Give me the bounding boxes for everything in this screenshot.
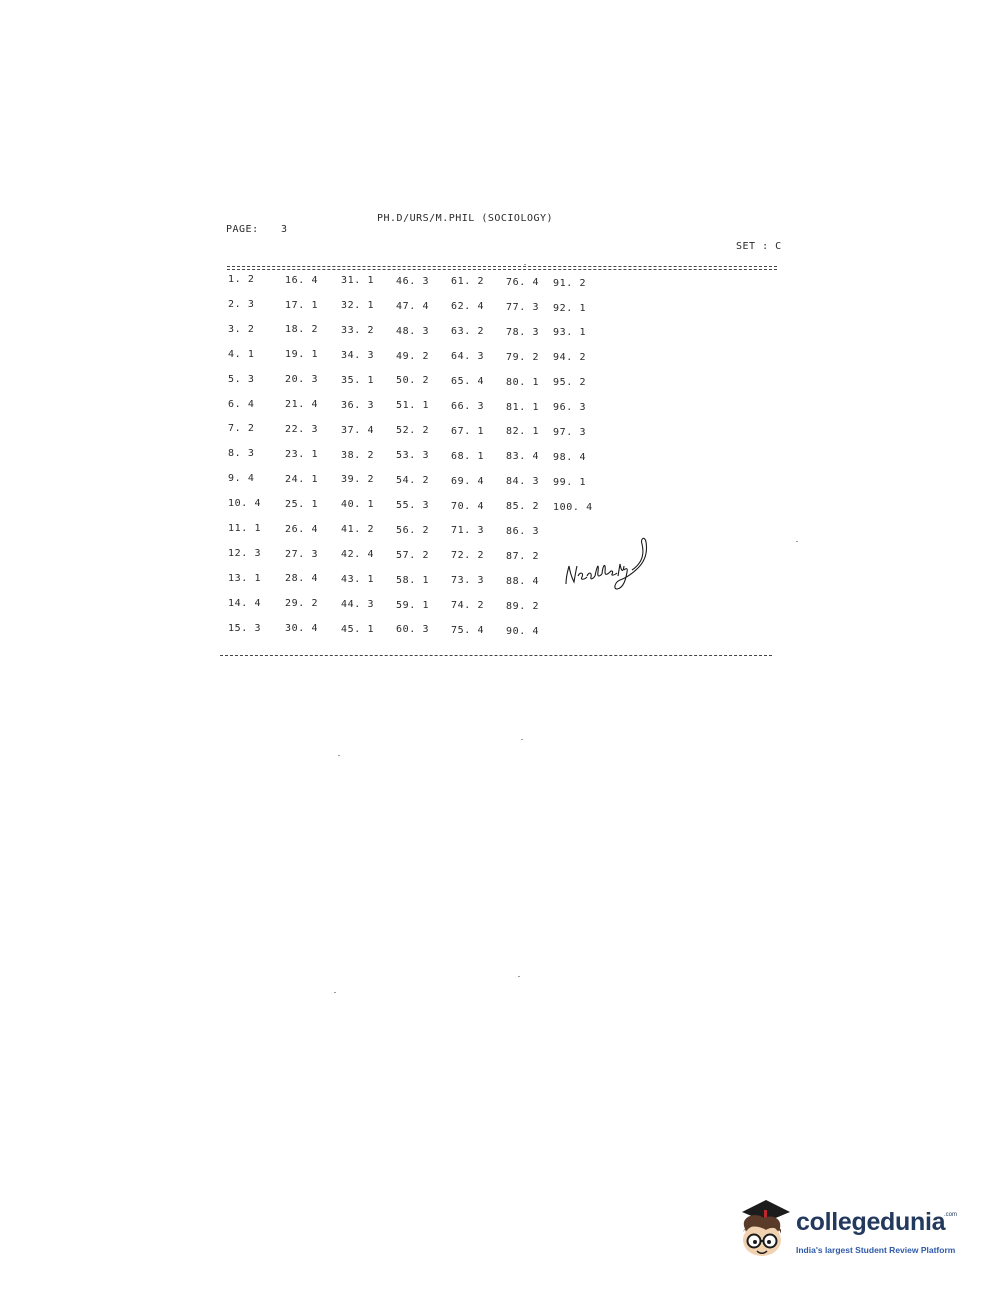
answer-entry: 2. 3 — [228, 298, 255, 310]
answer-entry: 93. 1 — [553, 327, 587, 339]
collegedunia-logo — [734, 1196, 964, 1268]
answer-entry: 33. 2 — [341, 325, 375, 336]
answer-entry: 32. 1 — [341, 300, 375, 312]
answer-entry: 57. 2 — [396, 549, 430, 561]
answer-entry: 99. 1 — [553, 476, 587, 488]
answer-entry: 40. 1 — [341, 499, 375, 511]
answer-entry: 53. 3 — [396, 450, 430, 462]
answer-entry: 83. 4 — [506, 451, 540, 463]
answer-entry: 23. 1 — [285, 448, 319, 460]
scan-speck — [334, 992, 336, 993]
answer-entry: 49. 2 — [396, 350, 430, 362]
answer-entry: 58. 1 — [396, 574, 430, 586]
answer-entry: 15. 3 — [228, 622, 262, 634]
answer-entry: 70. 4 — [451, 500, 485, 512]
answer-entry: 52. 2 — [396, 425, 430, 437]
answer-entry: 91. 2 — [553, 277, 587, 289]
answer-entry: 46. 3 — [396, 275, 430, 287]
answer-entry: 80. 1 — [506, 376, 540, 388]
answer-entry: 45. 1 — [341, 623, 375, 635]
answer-entry: 65. 4 — [451, 376, 485, 387]
scan-speck — [796, 541, 798, 542]
document-title: PH.D/URS/M.PHIL (SOCIOLOGY) — [377, 213, 554, 224]
answer-entry: 28. 4 — [285, 573, 319, 585]
scan-speck — [338, 755, 340, 756]
answer-entry: 100. 4 — [553, 501, 593, 513]
answer-entry: 87. 2 — [506, 550, 540, 562]
answer-entry: 59. 1 — [396, 599, 430, 611]
answer-entry: 96. 3 — [553, 402, 587, 414]
answer-entry: 31. 1 — [341, 275, 375, 287]
answer-entry: 17. 1 — [285, 299, 319, 311]
answer-entry: 56. 2 — [396, 524, 430, 536]
scan-speck — [521, 739, 523, 740]
answer-entry: 97. 3 — [553, 427, 587, 438]
answer-entry: 76. 4 — [506, 277, 540, 288]
answer-entry: 98. 4 — [553, 451, 587, 463]
answer-entry: 86. 3 — [506, 526, 540, 537]
answer-entry: 62. 4 — [451, 301, 485, 313]
answer-entry: 48. 3 — [396, 325, 430, 337]
answer-entry: 19. 1 — [285, 349, 319, 361]
answer-entry: 10. 4 — [228, 498, 262, 510]
answer-entry: 4. 1 — [228, 348, 255, 360]
scan-speck — [524, 264, 526, 265]
answer-entry: 20. 3 — [285, 374, 319, 386]
answer-entry: 3. 2 — [228, 323, 255, 335]
answer-entry: 75. 4 — [451, 625, 485, 636]
answer-entry: 94. 2 — [553, 352, 587, 364]
answer-entry: 66. 3 — [451, 400, 485, 412]
brand-tagline: India's largest Student Review Platform — [796, 1245, 956, 1255]
answer-entry: 7. 2 — [228, 423, 255, 435]
answer-entry: 14. 4 — [228, 597, 262, 609]
answer-entry: 50. 2 — [396, 375, 430, 387]
answer-entry: 30. 4 — [285, 623, 319, 635]
answer-entry: 25. 1 — [285, 498, 319, 510]
page-label: PAGE: — [226, 224, 259, 235]
answer-entry: 26. 4 — [285, 523, 319, 535]
answer-entry: 13. 1 — [228, 572, 262, 584]
answer-entry: 22. 3 — [285, 424, 319, 435]
answer-entry: 39. 2 — [341, 474, 375, 486]
answer-entry: 64. 3 — [451, 351, 485, 363]
answer-entry: 60. 3 — [396, 624, 430, 636]
answer-entry: 84. 3 — [506, 476, 540, 488]
answer-entry: 35. 1 — [341, 374, 375, 386]
answer-entry: 81. 1 — [506, 401, 540, 413]
answer-entry: 24. 1 — [285, 473, 319, 485]
answer-entry: 47. 4 — [396, 300, 430, 312]
answer-entry: 92. 1 — [553, 302, 587, 314]
answer-entry: 90. 4 — [506, 625, 540, 637]
answer-entry: 55. 3 — [396, 499, 430, 511]
answer-entry: 44. 3 — [341, 598, 375, 610]
answer-entry: 6. 4 — [228, 398, 255, 410]
answer-entry: 36. 3 — [341, 399, 375, 411]
answer-entry: 74. 2 — [451, 600, 485, 612]
answer-entry: 21. 4 — [285, 399, 319, 411]
answer-entry: 27. 3 — [285, 548, 319, 560]
answer-entry: 69. 4 — [451, 475, 485, 487]
answer-entry: 85. 2 — [506, 501, 540, 513]
answer-entry: 88. 4 — [506, 575, 540, 587]
answer-entry: 72. 2 — [451, 550, 485, 562]
answer-entry: 8. 3 — [228, 448, 255, 460]
answer-entry: 54. 2 — [396, 475, 430, 486]
scan-speck — [518, 976, 520, 977]
answer-entry: 34. 3 — [341, 349, 375, 361]
brand-domain-suffix: .com — [944, 1212, 958, 1218]
answer-entry: 67. 1 — [451, 425, 485, 437]
answer-entry: 43. 1 — [341, 574, 375, 585]
answer-entry: 5. 3 — [228, 373, 255, 385]
answer-entry: 71. 3 — [451, 525, 485, 537]
answer-entry: 9. 4 — [228, 473, 255, 485]
answer-entry: 61. 2 — [451, 276, 485, 288]
answer-entry: 78. 3 — [506, 326, 540, 338]
answer-entry: 18. 2 — [285, 324, 319, 336]
answer-entry: 12. 3 — [228, 547, 262, 559]
answer-entry: 1. 2 — [228, 274, 255, 285]
answer-entry: 42. 4 — [341, 549, 375, 561]
answer-entry: 89. 2 — [506, 600, 540, 612]
answer-entry: 29. 2 — [285, 598, 319, 610]
answer-entry: 38. 2 — [341, 449, 375, 461]
answer-entry: 37. 4 — [341, 424, 375, 436]
answer-entry: 79. 2 — [506, 351, 540, 363]
answer-entry: 68. 1 — [451, 450, 485, 462]
answer-entry: 63. 2 — [451, 326, 485, 338]
set-label: SET : C — [736, 241, 782, 252]
answer-entry: 16. 4 — [285, 274, 319, 286]
page-number: 3 — [281, 224, 288, 235]
answer-entry: 41. 2 — [341, 524, 375, 536]
answer-entry: 11. 1 — [228, 523, 262, 534]
answer-entry: 51. 1 — [396, 400, 430, 412]
bottom-rule — [220, 655, 772, 656]
answer-entry: 73. 3 — [451, 575, 485, 587]
handwritten-signature — [560, 532, 655, 594]
answer-entry: 95. 2 — [553, 377, 587, 389]
answer-entry: 82. 1 — [506, 426, 540, 438]
brand-wordmark: collegedunia — [796, 1208, 946, 1236]
student-mascot-icon — [734, 1196, 794, 1268]
answer-entry: 77. 3 — [506, 301, 540, 313]
